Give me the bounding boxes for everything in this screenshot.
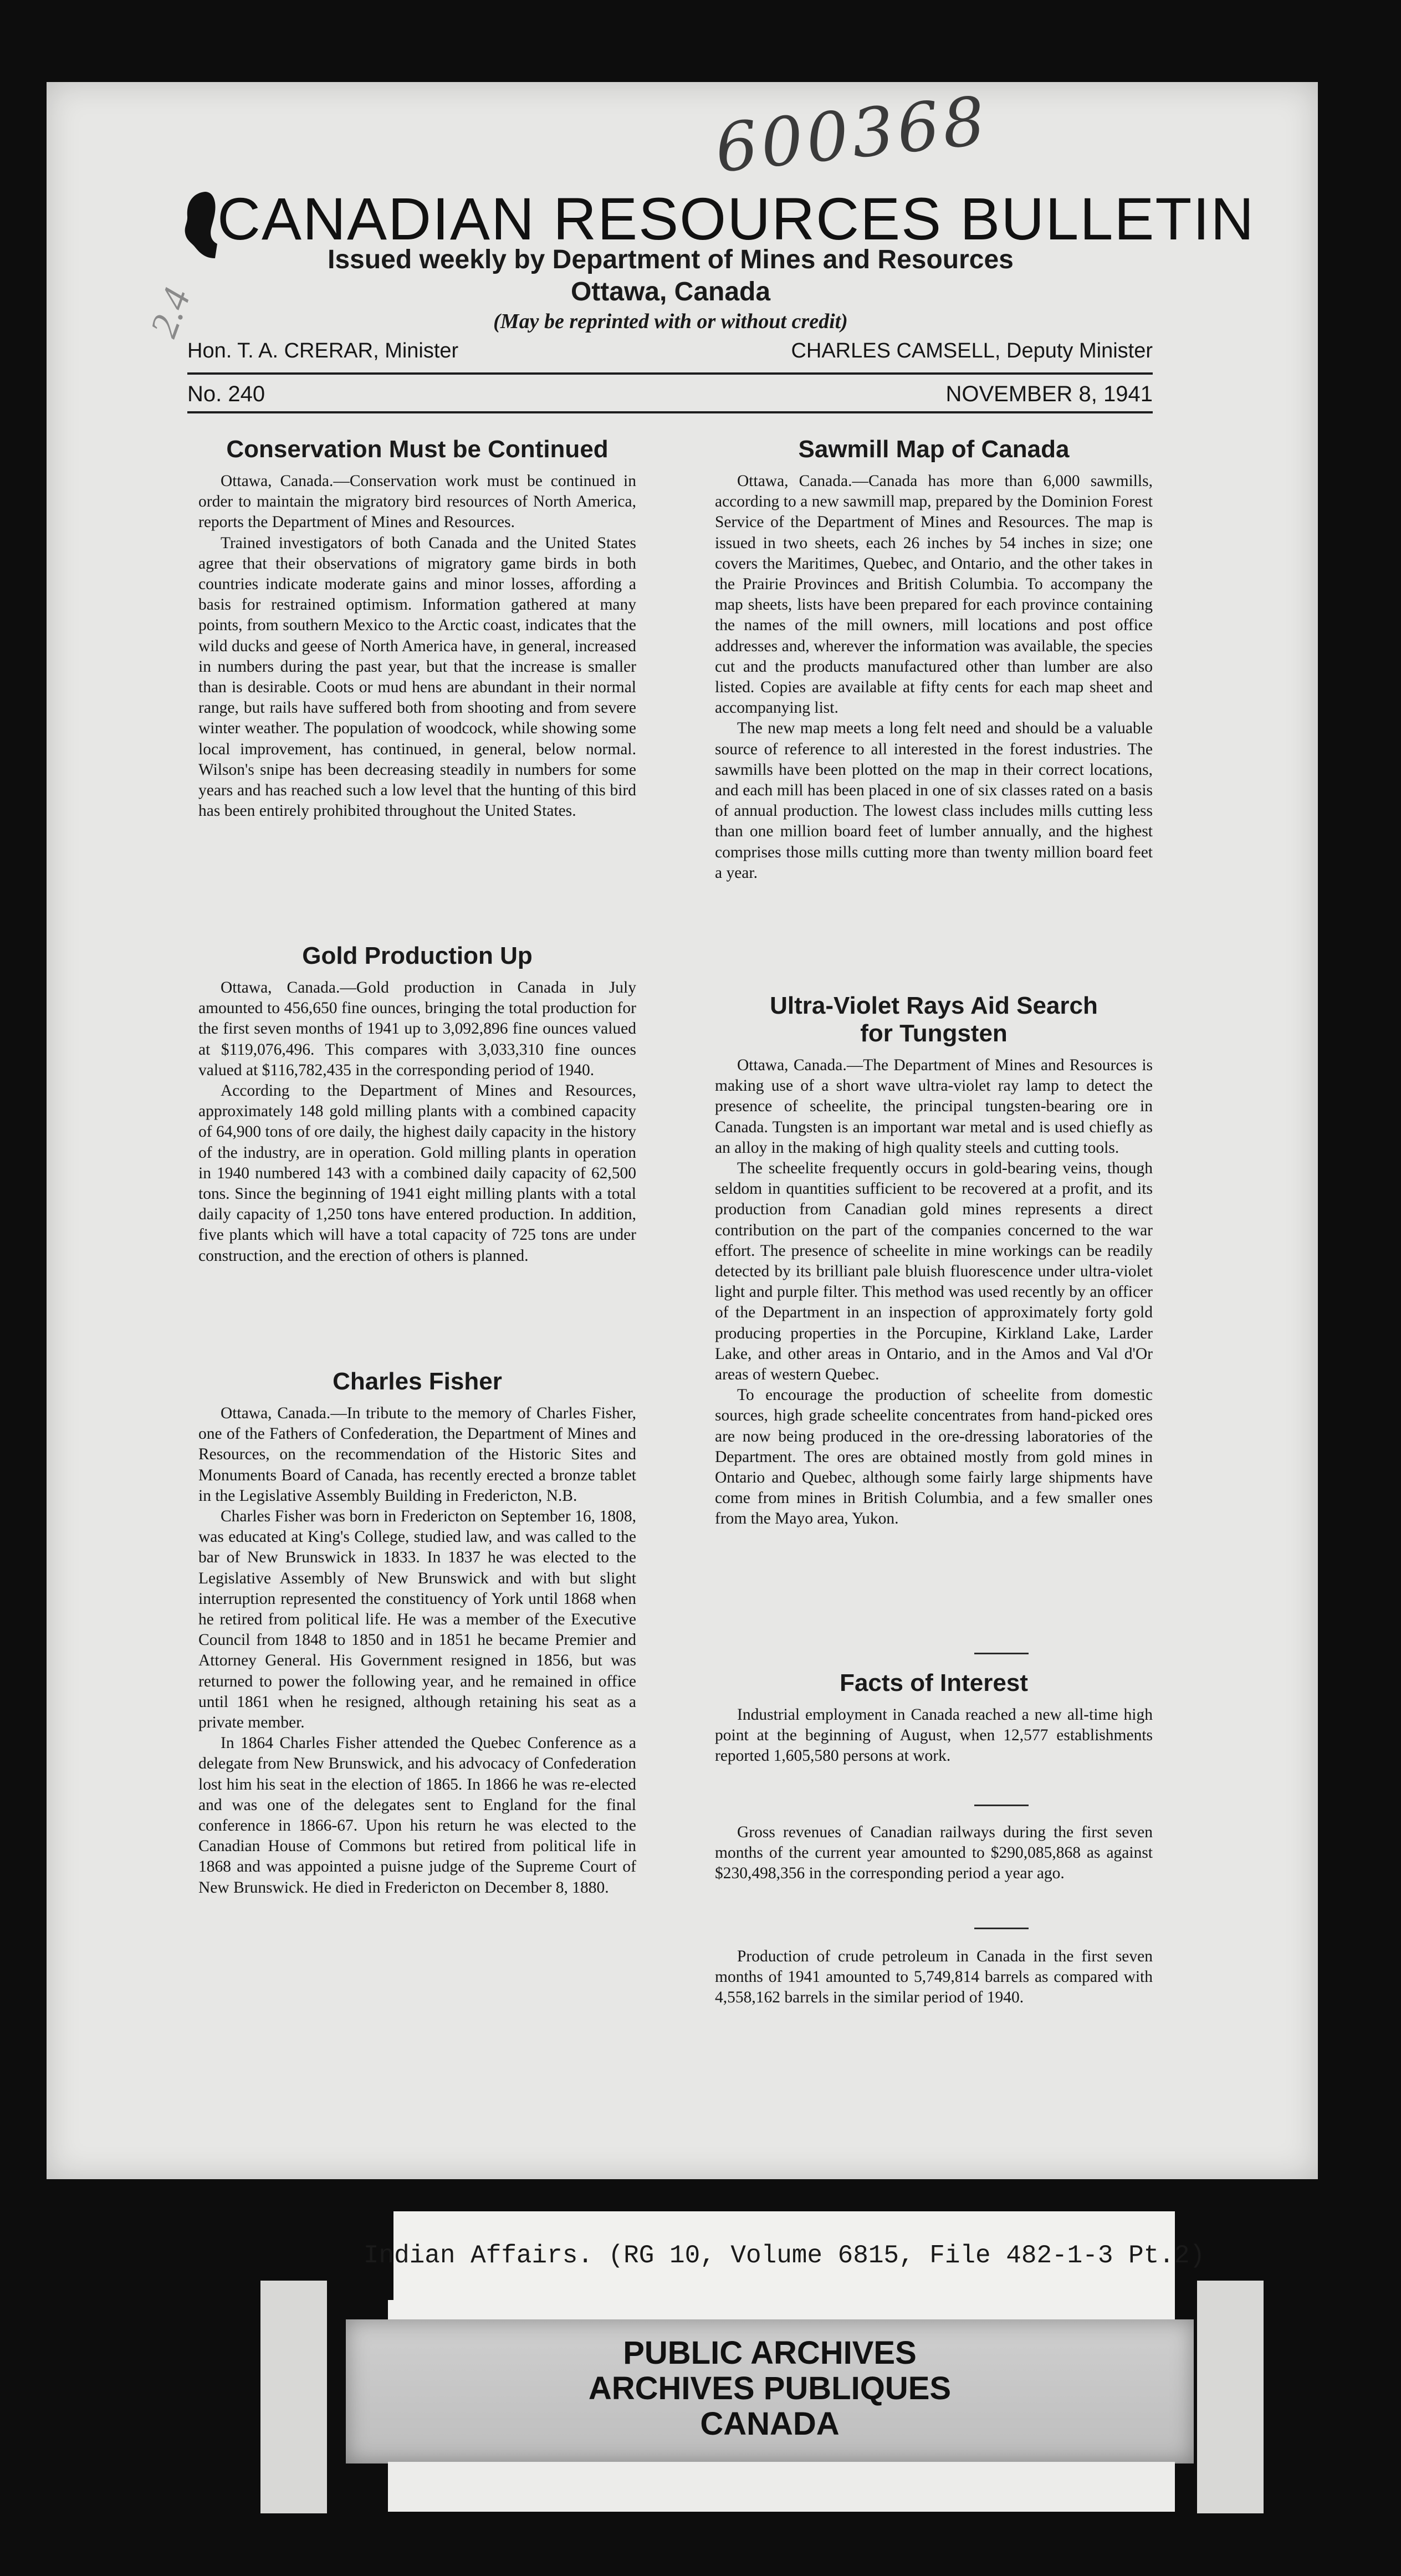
issue-number: No. 240 — [187, 382, 265, 406]
archive-card-strip — [388, 2300, 1175, 2322]
stamp-line-country: CANADA — [700, 2406, 840, 2442]
article-title-line2: for Tungsten — [860, 1020, 1008, 1047]
article-fisher — [198, 1368, 636, 1898]
article-sawmill — [715, 436, 1153, 883]
article-paragraph: To encourage the production of scheelite from domestic sources, high grade scheelite concentrates from hand-picked ores are now being produced in the ore-dressing laboratories of the Department. The ores are obtained mostly from gold mines in Ontario and Quebec, although some fairly large shipments have come from mines in British Columbia, and a few smaller ones from the Mayo area, Yukon. — [715, 1386, 1153, 1528]
fact-divider — [974, 1805, 1029, 1806]
article-title: Sawmill Map of Canada — [798, 436, 1070, 463]
minister-name: Hon. T. A. CRERAR, Minister — [187, 339, 459, 362]
fact-item: Industrial employment in Canada reached a new all-time high point at the beginning of August, when 12,577 establishments reported 1,605,580 persons at work. — [715, 1706, 1153, 1765]
archive-reference-label: Indian Affairs. (RG 10, Volume 6815, File 482-1-3 Pt.2) — [393, 2211, 1175, 2300]
article-paragraph: The new map meets a long felt need and should be a valuable source of reference to all interested in the forest industries. The sawmills have been plotted on the map in their correct locations, and each mill has been placed in one of six classes rated on a basis of annual production. The lowest class includes mills cutting less than one million board feet of lumber annually, and the highest comprises those mills cutting more than twenty million board feet a year. — [715, 719, 1153, 882]
article-title-line1: Ultra-Violet Rays Aid Search — [770, 992, 1098, 1019]
section-divider — [974, 1653, 1029, 1654]
article-paragraph: Ottawa, Canada.—Canada has more than 6,000 sawmills, according to a new sawmill map, prepared by the Dominion Forest Service of the Department of Mines and Resources. The map is issued in two sheets, each 26 inches by 54 inches in size; one covers the Maritimes, Quebec, and Ontario, and the other takes in the Prairie Provinces and British Columbia. To accompany the map sheets, lists have been prepared for each province containing the names of the mill owners, mill locations and post office addresses and, wherever the information was available, the species cut and the products manufactured other than lumber are also listed. Copies are available at fifty cents for each map sheet and accompanying list. — [715, 472, 1153, 717]
stamp-line-french: ARCHIVES PUBLIQUES — [588, 2370, 952, 2406]
article-paragraph: Ottawa, Canada.—In tribute to the memory of Charles Fisher, one of the Fathers of Confederation, the Department of Mines and Resources, on the recommendation of the Historic Sites and Monuments Board of Canada, has recently erected a bronze tablet in the Legislative Assembly Building in Fredericton, N.B. — [198, 1404, 636, 1505]
bulletin-title: CANADIAN RESOURCES BULLETIN — [217, 185, 1255, 252]
archive-side-block-right — [1197, 2281, 1264, 2513]
issued-by-line: Issued weekly by Department of Mines and Resources — [328, 245, 1014, 274]
issue-date: NOVEMBER 8, 1941 — [945, 382, 1153, 406]
article-paragraph: According to the Department of Mines and Resources, approximately 148 gold milling plants with a combined capacity of 64,900 tons of ore daily, the highest daily capacity in the history of the industry, are in operation. Gold milling plants in operation in 1940 numbered 143 with a combined daily capacity of 62,500 tons. Since the beginning of 1941 eight milling plants with a total daily capacity of 1,250 tons have entered production. In addition, five plants which will have a total capacity of 725 tons are under construction, and the erection of others is planned. — [198, 1082, 636, 1265]
archive-side-block-left — [260, 2281, 327, 2513]
article-paragraph: Ottawa, Canada.—The Department of Mines and Resources is making use of a short wave ultra-violet ray lamp to detect the presence of scheelite, the principal tungsten-bearing ore in Canada. Tungsten is an important war metal and is used chiefly as an alloy in the making of high quality steels and cutting tools. — [715, 1056, 1153, 1157]
margin-pencil-mark: 2.4 — [142, 282, 199, 343]
public-archives-stamp — [346, 2319, 1194, 2463]
article-paragraph: Charles Fisher was born in Fredericton on September 16, 1808, was educated at King's College, studied law, and was called to the bar of New Brunswick in 1833. In 1837 he was elected to the Legislative Assembly of New Brunswick and with but slight interruption represented the constituency of York until 1868 when he retired from political life. He was a member of the Executive Council from 1848 to 1850 and in 1851 he became Premier and Attorney General. His Government resigned in 1856, but was returned to power the following year, and he remained in office until 1861 when he resigned, although retaining his seat as a private member. — [198, 1507, 636, 1732]
article-gold — [198, 942, 636, 1266]
article-title: Gold Production Up — [302, 942, 533, 969]
article-ultraviolet — [715, 992, 1153, 1530]
fact-block-petroleum — [715, 1946, 1153, 2008]
deputy-minister-name: CHARLES CAMSELL, Deputy Minister — [791, 339, 1153, 362]
archive-card-bottom — [388, 2462, 1175, 2512]
article-paragraph: The scheelite frequently occurs in gold-bearing veins, though seldom in quantities sufficient to be recovered at a profit, and its production from Canadian gold mines represents a direct contribution on the part of the companies concerned to the war effort. The presence of scheelite in mine workings can be readily detected by its brilliant pale bluish fluorescence under ultra-violet light and purple filter. This method was used recently by an officer of the Department in an inspection of approximately forty gold producing properties in the Porcupine, Kirkland Lake, Larder Lake, and other areas in Ontario, and in the Amos and Val d'Or areas of western Quebec. — [715, 1159, 1153, 1384]
stamp-line-english: PUBLIC ARCHIVES — [623, 2335, 917, 2371]
article-title: Conservation Must be Continued — [226, 436, 609, 463]
reprint-note: (May be reprinted with or without credit) — [493, 310, 848, 333]
fact-item: Production of crude petroleum in Canada in the first seven months of 1941 amounted to 5,749,814 barrels as compared with 4,558,162 barrels in the similar period of 1940. — [715, 1948, 1153, 2007]
article-paragraph: In 1864 Charles Fisher attended the Quebec Conference as a delegate from New Brunswick, and his advocacy of Confederation lost him his seat in the election of 1865. In 1866 he was re-elected and was one of the delegates sent to England for the final conference in 1866-67. Upon his return he was elected to the Canadian House of Commons but retired from political life in 1868 and was appointed a puisne judge of the Supreme Court of New Brunswick. He died in Fredericton on December 8, 1880. — [198, 1734, 636, 1897]
article-paragraph: Trained investigators of both Canada and the United States agree that their observations of migratory game birds in both countries indicate moderate gains and minor losses, affording a basis for restrained optimism. Information gathered at many points, from southern Mexico to the Arctic coast, indicates that the wild ducks and geese of North America have, in general, increased in numbers during the past year, but that the increase is smaller than is desirable. Coots or mud hens are abundant in their normal range, but rails have suffered both from shooting and from severe winter weather. The population of woodcock, while showing some local improvement, has continued, in general, below normal. Wilson's snipe has been decreasing steadily in numbers for some years and has reached such a low level that the hunting of this bird has been entirely prohibited throughout the United States. — [198, 534, 636, 820]
article-title: Facts of Interest — [840, 1669, 1028, 1696]
fact-block-railways — [715, 1822, 1153, 1884]
location-line: Ottawa, Canada — [570, 277, 771, 306]
handwritten-number: 600368 — [711, 82, 992, 188]
masthead-rule-top — [187, 372, 1153, 375]
article-title: Charles Fisher — [333, 1368, 502, 1395]
masthead-rule-bottom — [187, 411, 1153, 413]
article-paragraph: Ottawa, Canada.—Conservation work must be continued in order to maintain the migratory bird resources of North America, reports the Department of Mines and Resources. — [198, 472, 636, 531]
article-facts — [715, 1669, 1153, 1767]
fact-item: Gross revenues of Canadian railways during the first seven months of the current year amounted to $290,085,868 as against $230,498,356 in the corresponding period a year ago. — [715, 1823, 1153, 1883]
fact-divider — [974, 1928, 1029, 1929]
article-paragraph: Ottawa, Canada.—Gold production in Canada in July amounted to 456,650 fine ounces, bringing the total production for the first seven months of 1941 up to 3,092,896 fine ounces valued at $119,076,496. This compares with 3,033,310 fine ounces valued at $116,782,435 in the corresponding period of 1940. — [198, 979, 636, 1079]
article-conservation — [198, 436, 636, 821]
